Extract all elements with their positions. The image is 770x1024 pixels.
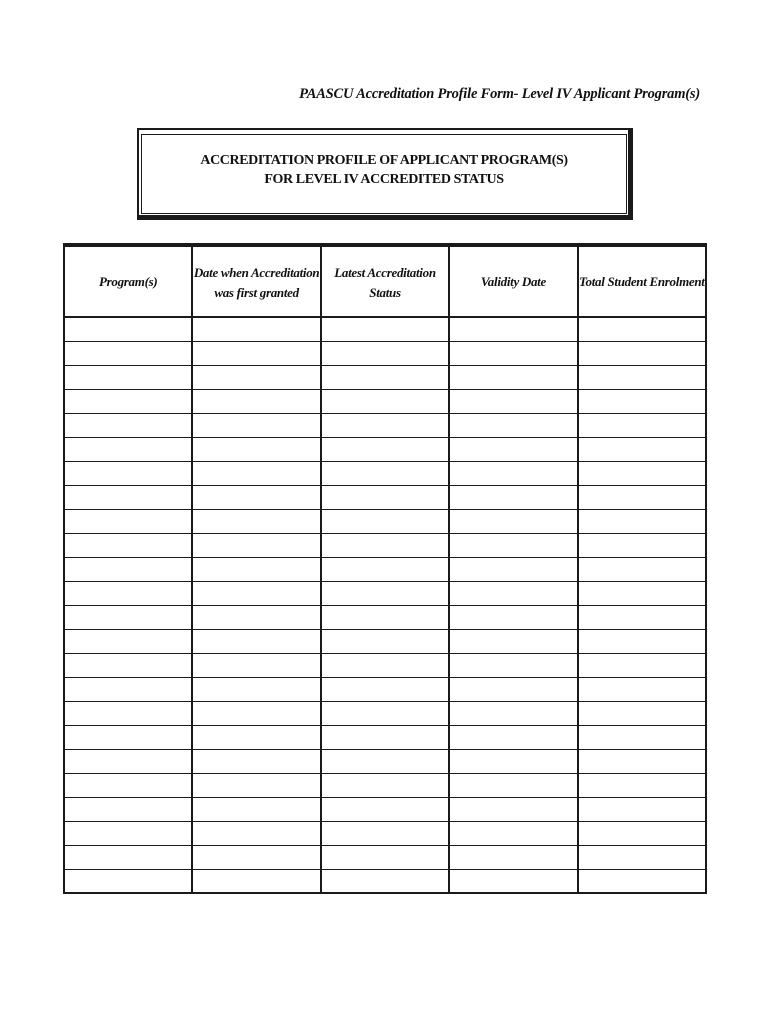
- table-cell[interactable]: [65, 630, 193, 653]
- table-cell[interactable]: [579, 534, 705, 557]
- table-cell[interactable]: [450, 750, 578, 773]
- table-cell[interactable]: [450, 342, 578, 365]
- table-cell[interactable]: [579, 846, 705, 869]
- table-cell[interactable]: [450, 510, 578, 533]
- table-cell[interactable]: [322, 870, 450, 894]
- table-cell[interactable]: [579, 774, 705, 797]
- title-line-2: FOR LEVEL IV ACCREDITED STATUS: [264, 172, 504, 187]
- column-header-label: Validity Date: [480, 273, 546, 289]
- table-cell[interactable]: [322, 438, 450, 461]
- table-row: [65, 438, 705, 462]
- table-cell[interactable]: [322, 750, 450, 773]
- table-cell[interactable]: [322, 702, 450, 725]
- table-cell[interactable]: [579, 678, 705, 701]
- table-row: [65, 606, 705, 630]
- table-cell[interactable]: [322, 822, 450, 845]
- table-row: [65, 318, 705, 342]
- table-cell[interactable]: [450, 870, 578, 894]
- table-cell[interactable]: [450, 798, 578, 821]
- column-header-label: Date when Accreditation was first granted: [193, 265, 320, 300]
- table-row: [65, 726, 705, 750]
- table-row: [65, 414, 705, 438]
- table-cell[interactable]: [322, 846, 450, 869]
- table-cell[interactable]: [65, 414, 193, 437]
- table-cell[interactable]: [450, 558, 578, 581]
- table-row: [65, 870, 705, 894]
- table-cell[interactable]: [193, 798, 321, 821]
- table-cell[interactable]: [579, 390, 705, 413]
- table-cell[interactable]: [193, 342, 321, 365]
- table-cell[interactable]: [193, 702, 321, 725]
- column-header-latest-status: [322, 247, 450, 316]
- table-cell[interactable]: [193, 822, 321, 845]
- table-row: [65, 774, 705, 798]
- table-cell[interactable]: [450, 318, 578, 341]
- table-cell[interactable]: [450, 366, 578, 389]
- column-header-label: Total Student Enrolment: [579, 273, 705, 289]
- table-row: [65, 654, 705, 678]
- table-cell[interactable]: [193, 462, 321, 485]
- table-cell[interactable]: [193, 390, 321, 413]
- table-cell[interactable]: [193, 678, 321, 701]
- table-row: [65, 798, 705, 822]
- table-cell[interactable]: [579, 342, 705, 365]
- table-cell[interactable]: [65, 702, 193, 725]
- table-cell[interactable]: [65, 486, 193, 509]
- table-row: [65, 558, 705, 582]
- table-cell[interactable]: [65, 822, 193, 845]
- table-cell[interactable]: [65, 750, 193, 773]
- table-row: [65, 582, 705, 606]
- table-cell[interactable]: [579, 438, 705, 461]
- table-cell[interactable]: [193, 414, 321, 437]
- table-cell[interactable]: [322, 342, 450, 365]
- table-cell[interactable]: [450, 462, 578, 485]
- table-cell[interactable]: [65, 726, 193, 749]
- table-row: [65, 678, 705, 702]
- table-cell[interactable]: [65, 798, 193, 821]
- table-cell[interactable]: [65, 606, 193, 629]
- table-cell[interactable]: [450, 486, 578, 509]
- table-cell[interactable]: [450, 630, 578, 653]
- table-cell[interactable]: [450, 726, 578, 749]
- table-cell[interactable]: [65, 462, 193, 485]
- table-cell[interactable]: [193, 438, 321, 461]
- table-cell[interactable]: [193, 318, 321, 341]
- table-cell[interactable]: [579, 630, 705, 653]
- table-cell[interactable]: [65, 342, 193, 365]
- table-row: [65, 462, 705, 486]
- table-row: [65, 630, 705, 654]
- table-cell[interactable]: [65, 318, 193, 341]
- column-header-total-enrolment: [579, 247, 705, 316]
- table-cell[interactable]: [450, 390, 578, 413]
- table-cell[interactable]: [193, 486, 321, 509]
- table-cell[interactable]: [193, 534, 321, 557]
- table-cell[interactable]: [322, 678, 450, 701]
- table-cell[interactable]: [322, 390, 450, 413]
- table-cell[interactable]: [193, 606, 321, 629]
- table-cell[interactable]: [450, 438, 578, 461]
- table-row: [65, 390, 705, 414]
- table-header-row: [65, 247, 705, 318]
- table-cell[interactable]: [322, 366, 450, 389]
- table-cell[interactable]: [322, 534, 450, 557]
- table-row: [65, 822, 705, 846]
- table-cell[interactable]: [65, 534, 193, 557]
- table-cell[interactable]: [193, 750, 321, 773]
- table-cell[interactable]: [65, 558, 193, 581]
- table-cell[interactable]: [322, 462, 450, 485]
- table-cell[interactable]: [322, 606, 450, 629]
- table-row: [65, 486, 705, 510]
- table-cell[interactable]: [579, 318, 705, 341]
- table-cell[interactable]: [450, 606, 578, 629]
- table-cell[interactable]: [65, 438, 193, 461]
- table-cell[interactable]: [579, 654, 705, 677]
- table-cell[interactable]: [579, 750, 705, 773]
- table-cell[interactable]: [193, 726, 321, 749]
- table-cell[interactable]: [579, 870, 705, 894]
- table-cell[interactable]: [65, 678, 193, 701]
- table-cell[interactable]: [450, 534, 578, 557]
- table-cell[interactable]: [322, 726, 450, 749]
- table-cell[interactable]: [579, 414, 705, 437]
- table-cell[interactable]: [65, 366, 193, 389]
- table-cell[interactable]: [65, 870, 193, 894]
- column-header-date-first-granted: [193, 247, 321, 316]
- column-header-label: Latest Accreditation Status: [334, 265, 436, 300]
- table-row: [65, 846, 705, 870]
- table-cell[interactable]: [579, 366, 705, 389]
- title-line-1: ACCREDITATION PROFILE OF APPLICANT PROGRAM(S): [200, 153, 568, 168]
- table-cell[interactable]: [322, 582, 450, 605]
- table-row: [65, 366, 705, 390]
- table-cell[interactable]: [65, 846, 193, 869]
- table-cell[interactable]: [579, 582, 705, 605]
- table-cell[interactable]: [65, 654, 193, 677]
- table-row: [65, 750, 705, 774]
- table-body: [65, 318, 705, 894]
- table-cell[interactable]: [322, 630, 450, 653]
- table-cell[interactable]: [579, 462, 705, 485]
- table-cell[interactable]: [322, 486, 450, 509]
- table-cell[interactable]: [450, 414, 578, 437]
- table-cell[interactable]: [322, 510, 450, 533]
- table-row: [65, 510, 705, 534]
- accreditation-profile-table: [63, 243, 707, 894]
- table-cell[interactable]: [450, 822, 578, 845]
- table-cell[interactable]: [579, 822, 705, 845]
- table-cell[interactable]: [322, 654, 450, 677]
- table-cell[interactable]: [450, 846, 578, 869]
- table-cell[interactable]: [193, 774, 321, 797]
- table-cell[interactable]: [450, 774, 578, 797]
- table-cell[interactable]: [322, 414, 450, 437]
- table-row: [65, 342, 705, 366]
- table-cell[interactable]: [193, 846, 321, 869]
- table-cell[interactable]: [579, 558, 705, 581]
- table-cell[interactable]: [322, 774, 450, 797]
- table-cell[interactable]: [193, 366, 321, 389]
- table-cell[interactable]: [322, 798, 450, 821]
- table-cell[interactable]: [193, 582, 321, 605]
- form-header-note: PAASCU Accreditation Profile Form- Level IV Applicant Program(s): [299, 86, 700, 102]
- table-cell[interactable]: [65, 582, 193, 605]
- table-cell[interactable]: [579, 510, 705, 533]
- table-cell[interactable]: [579, 702, 705, 725]
- table-cell[interactable]: [450, 702, 578, 725]
- table-cell[interactable]: [322, 558, 450, 581]
- table-cell[interactable]: [193, 630, 321, 653]
- table-cell[interactable]: [579, 606, 705, 629]
- table-cell[interactable]: [579, 486, 705, 509]
- table-cell[interactable]: [193, 654, 321, 677]
- table-cell[interactable]: [193, 558, 321, 581]
- column-header-programs: [65, 247, 193, 316]
- table-row: [65, 702, 705, 726]
- table-cell[interactable]: [450, 582, 578, 605]
- table-cell[interactable]: [322, 318, 450, 341]
- table-cell[interactable]: [193, 870, 321, 894]
- table-cell[interactable]: [65, 510, 193, 533]
- column-header-label: Program(s): [99, 273, 158, 289]
- table-cell[interactable]: [193, 510, 321, 533]
- title-box: [137, 128, 633, 220]
- column-header-validity-date: [450, 247, 578, 316]
- table-cell[interactable]: [579, 726, 705, 749]
- table-cell[interactable]: [450, 678, 578, 701]
- table-cell[interactable]: [450, 654, 578, 677]
- table-cell[interactable]: [579, 798, 705, 821]
- table-cell[interactable]: [65, 390, 193, 413]
- table-row: [65, 534, 705, 558]
- table-cell[interactable]: [65, 774, 193, 797]
- title-box-inner: [141, 134, 627, 214]
